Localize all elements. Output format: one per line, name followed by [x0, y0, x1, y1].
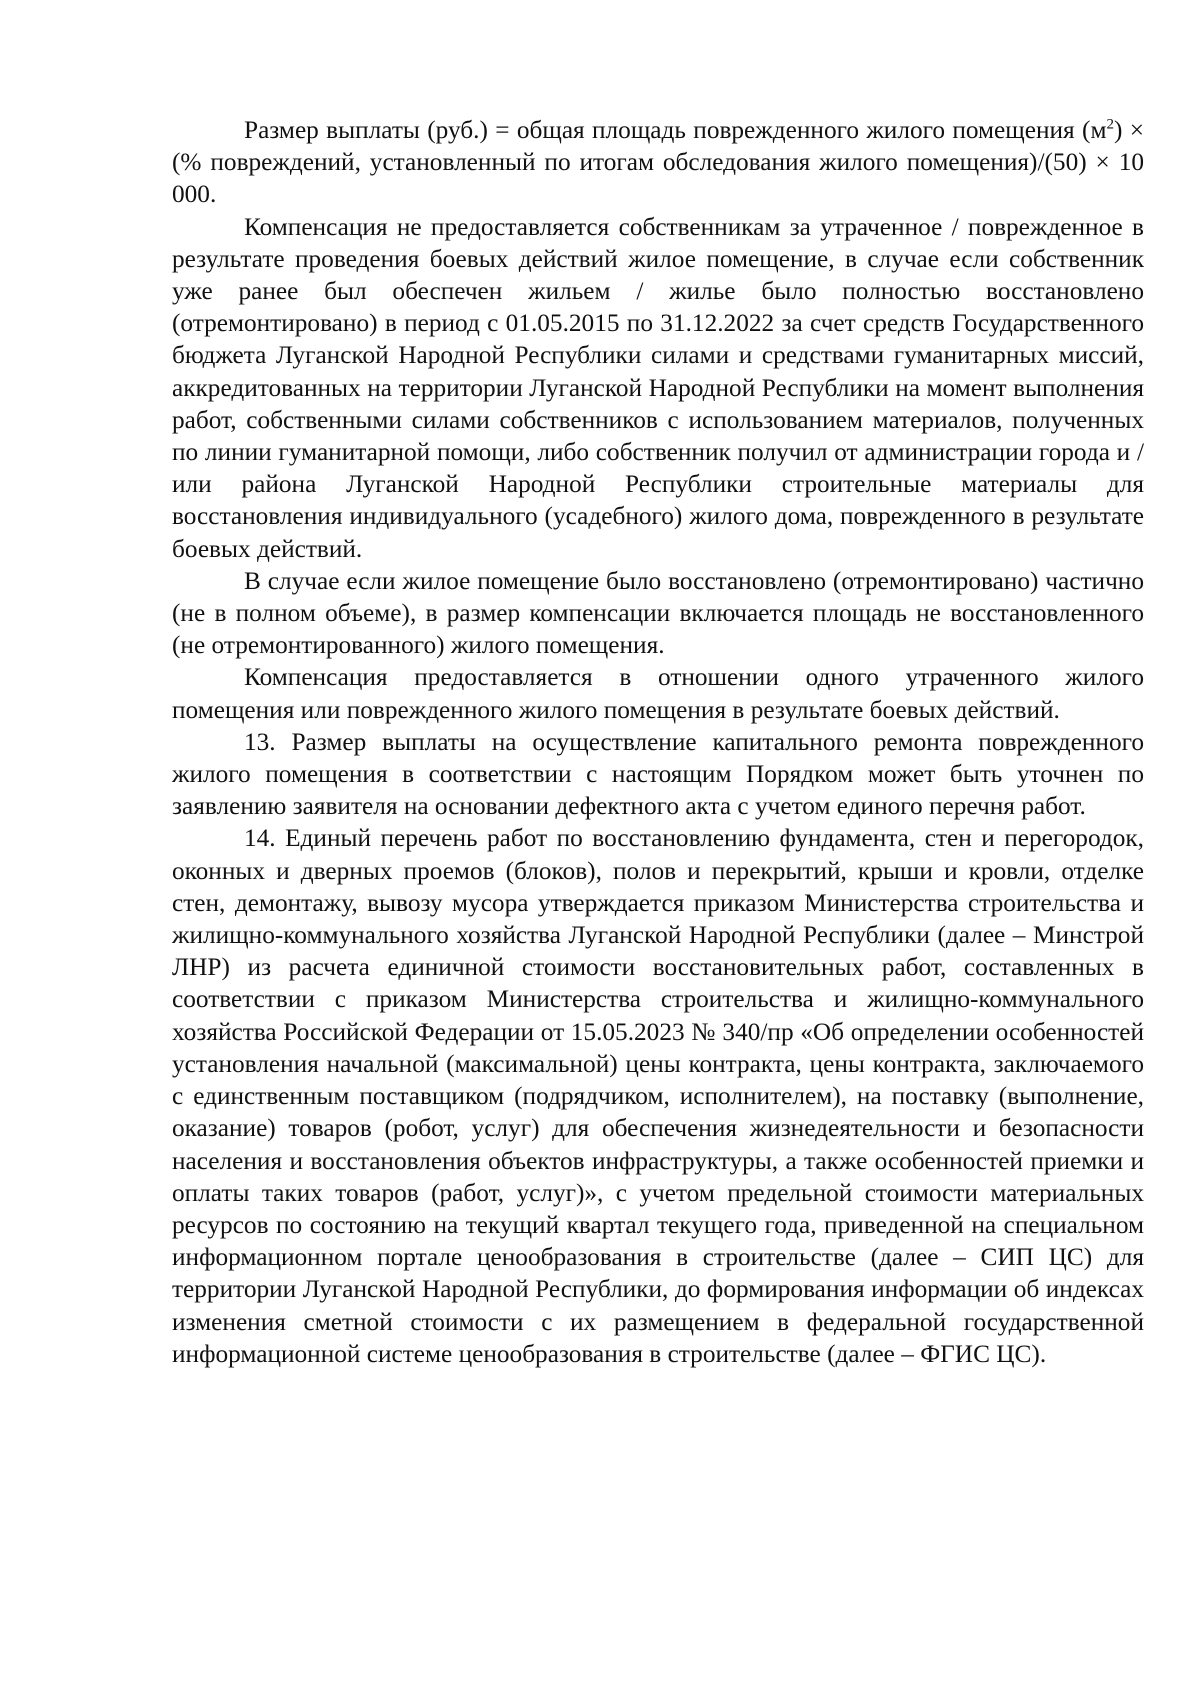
paragraph-item-13: 13. Размер выплаты на осуществление капитального ремонта поврежденного жилого помещения в соответствии с настоящим Порядком может быть уточнен по заявлению заявителя на основании дефектного акта с учетом единого перечня работ. — [172, 727, 1144, 821]
paragraph-item-14: 14. Единый перечень работ по восстановлению фундамента, стен и перегородок, оконных и дверных проемов (блоков), полов и перекрытий, крыши и кровли, отделке стен, демонтажу, вывозу мусора утверждается приказом Министерства строительства и жилищно-коммунального хозяйства Луганской Народной Республики (далее – Минстрой ЛНР) из расчета единичной стоимости восстановительных работ, составленных в соответствии с приказом Министерства строительства и жилищно-коммунального хозяйства Российской Федерации от 15.05.2023 № 340/пр «Об определении особенностей установления начальной (максимальной) цены контракта, цены контракта, заключаемого с единственным поставщиком (подрядчиком, исполнителем), на поставку (выполнение, оказание) товаров (робот, услуг) для обеспечения жизнедеятельности и безопасности населения и восстановления объектов инфраструктуры, а также особенностей приемки и оплаты таких товаров (работ, услуг)», с учетом предельной стоимости материальных ресурсов по состоянию на текущий квартал текущего года, приведенной на специальном информационном портале ценообразования в строительстве (далее – СИП ЦС) для территории Луганской Народной Республики, до формирования информации об индексах изменения сметной стоимости с их размещением в федеральной государственной информационной системе ценообразования в строительстве (далее – ФГИС ЦС). — [172, 824, 1144, 1368]
paragraph-single-dwelling: Компенсация предоставляется в отношении одного утраченного жилого помещения или поврежденного жилого помещения в результате боевых действий. — [172, 663, 1144, 724]
paragraph-payment-formula — [172, 114, 1144, 211]
paragraph-compensation-not-provided: Компенсация не предоставляется собственникам за утраченное / поврежденное в результате проведения боевых действий жилое помещение, в случае если собственник уже ранее был обеспечен жильем / жилье было полностью восстановлено (отремонтировано) в период с 01.05.2015 по 31.12.2022 за счет средств Государственного бюджета Луганской Народной Республики силами и средствами гуманитарных миссий, аккредитованных на территории Луганской Народной Республики на момент выполнения работ, собственными силами собственников с использованием материалов, полученных по линии гуманитарной помощи, либо собственник получил от администрации города и / или района Луганской Народной Республики строительные материалы для восстановления индивидуального (усадебного) жилого дома, поврежденного в результате боевых действий. — [172, 212, 1144, 563]
document-body — [172, 114, 1144, 1370]
paragraph-partial-restoration: В случае если жилое помещение было восстановлено (отремонтировано) частично (не в полном объеме), в размер компенсации включается площадь не восстановленного (не отремонтированного) жилого помещения. — [172, 566, 1144, 660]
square-meter-superscript: 2 — [1106, 116, 1114, 133]
formula-text-end: ) × (% повреждений, установленный по итогам обследования жилого помещения)/(50) × 10 000. — [172, 116, 1144, 209]
formula-text-start: Размер выплаты (руб.) = общая площадь поврежденного жилого помещения (м — [244, 116, 1107, 144]
